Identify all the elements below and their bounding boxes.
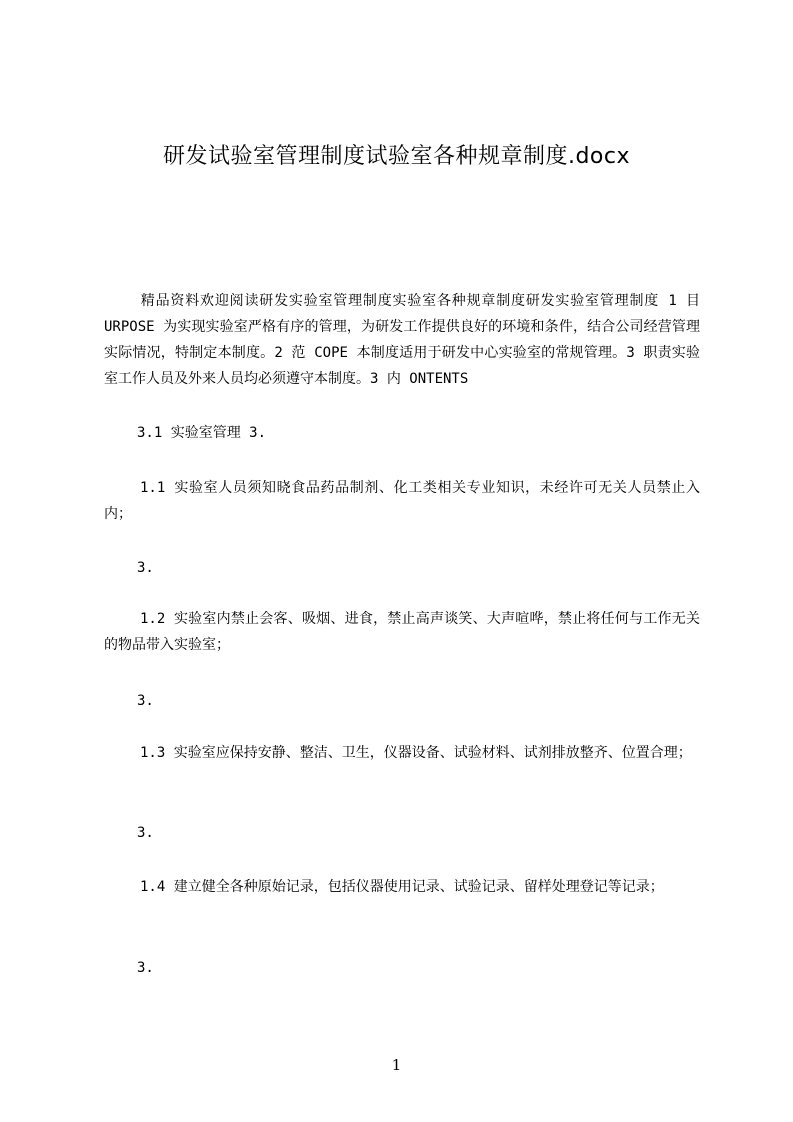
- rule-item-text: 1.4 建立健全各种原始记录，包括仪器使用记录、试验记录、留样处理登记等记录；: [140, 879, 664, 895]
- rule-item-text: 1.3 实验室应保持安静、整洁、卫生，仪器设备、试验材料、试剂排放整齐、位置合理；: [140, 745, 692, 761]
- rule-item-text: 1.2 实验室内禁止会客、吸烟、进食，禁止高声谈笑、大声喧哗，禁止将任何与工作无关的物品带入实验室；: [104, 611, 700, 653]
- document-title: 研发试验室管理制度试验室各种规章制度.docx: [162, 144, 631, 169]
- rule-item-marker: 3.: [137, 560, 154, 576]
- rule-item-marker: 3.: [137, 825, 154, 841]
- rule-item-2: [104, 606, 700, 658]
- rule-item-1: [104, 475, 700, 527]
- intro-paragraph: [104, 288, 700, 392]
- intro-text: 精品资料欢迎阅读研发实验室管理制度实验室各种规章制度研发实验室管理制度 1 目 URPOSE 为实现实验室严格有序的管理，为研发工作提供良好的环境和条件，结合公司经营管理实际情况，特制定本制度。2 范 COPE 本制度适用于研发中心实验室的常规管理。3 职责实验室工作人员及外来人员均必须遵守本制度。3 内 ONTENTS: [104, 293, 700, 387]
- section-heading: 3.1 实验室管理 3.: [137, 425, 267, 441]
- rule-item-marker: 3.: [137, 693, 154, 709]
- rule-item-3: [104, 740, 700, 766]
- rule-item-marker: 3.: [137, 960, 154, 976]
- page-number: 1: [391, 1056, 402, 1074]
- rule-item-4: [104, 874, 700, 900]
- rule-item-text: 1.1 实验室人员须知晓食品药品制剂、化工类相关专业知识，未经许可无关人员禁止入内；: [104, 480, 700, 522]
